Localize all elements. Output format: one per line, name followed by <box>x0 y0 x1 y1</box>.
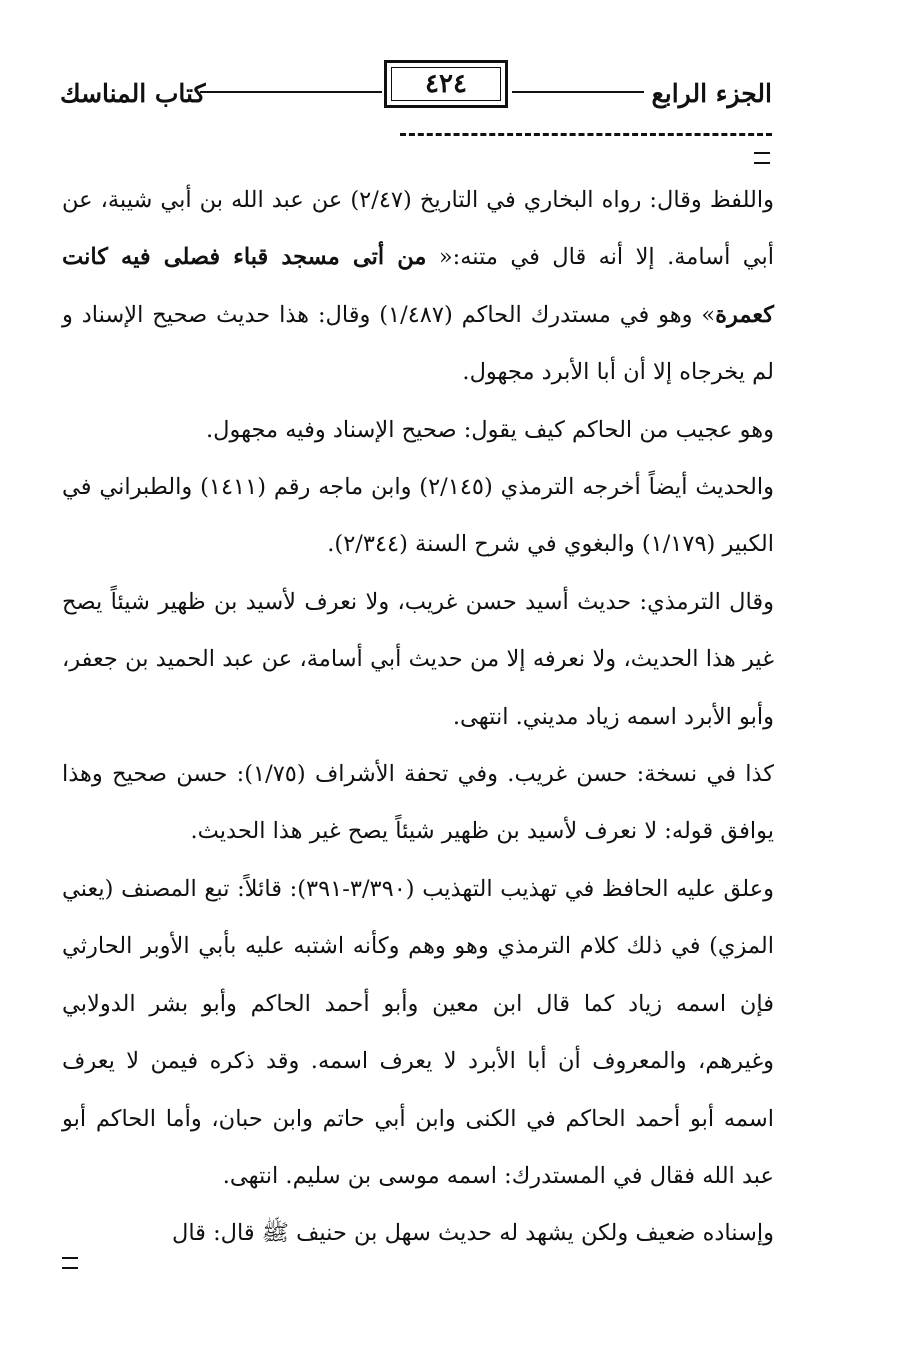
paragraph-3: والحديث أيضاً أخرجه الترمذي (٢/١٤٥) وابن ماجه رقم (١٤١١) والطبراني في الكبير (١/١٧٩) والبغوي في شرح السنة (٢/٣٤٤). <box>62 474 774 558</box>
page-number-box <box>384 60 508 108</box>
paragraph-1-intro: واللفظ وقال: رواه البخاري في التاريخ (٢/٤٧) عن عبد الله بن أبي شيبة، عن أبي أسامة. إلا أنه قال في متنه:« <box>62 187 774 271</box>
header-dashed-separator <box>400 133 772 136</box>
paragraph-1-rest: » وهو في مستدرك الحاكم (١/٤٨٧) وقال: هذا حديث صحيح الإسناد و لم يخرجاه إلا أن أبا الأبرد مجهول. <box>62 301 774 386</box>
continuation-mark-bottom <box>62 1257 78 1269</box>
header-rule-right <box>512 91 644 93</box>
body-text <box>62 172 774 1263</box>
page-header <box>60 58 772 108</box>
paragraph-2: وهو عجيب من الحاكم كيف يقول: صحيح الإسناد وفيه مجهول. <box>206 416 774 443</box>
paragraph-4: وقال الترمذي: حديث أسيد حسن غريب، ولا نعرف لأسيد بن ظهير شيئاً يصح غير هذا الحديث، ولا نعرفه إلا من حديث أبي أسامة، عن عبد الحميد بن جعفر، وأبو الأبرد اسمه زياد مديني. انتهى. <box>62 588 774 730</box>
continuation-mark-top <box>754 152 770 164</box>
book-title: كتاب المناسك <box>60 79 206 108</box>
part-title: الجزء الرابع <box>651 79 772 108</box>
paragraph-7: وإسناده ضعيف ولكن يشهد له حديث سهل بن حنيف ﷺ قال: قال <box>171 1220 774 1247</box>
header-rule-left <box>200 91 382 93</box>
page-number: ٤٢٤ <box>425 69 467 99</box>
paragraph-6: وعلق عليه الحافظ في تهذيب التهذيب (٣/٣٩٠-٣٩١): قائلاً: تبع المصنف (يعني المزي) في ذلك كلام الترمذي وهو وهم وكأنه اشتبه عليه بأبي الأوبر الحارثي فإن اسمه زياد كما قال ابن معين وأبو أحمد الحاكم وأبو بشر الدولابي وغيرهم، والمعروف أن أبا الأبرد لا يعرف اسمه. وقد ذكره فيمن لا يعرف اسمه أبو أحمد الحاكم في الكنى وابن أبي حاتم وابن حبان، وأما الحاكم أبو عبد الله فقال في المستدرك: اسمه موسى بن سليم. انتهى. <box>62 875 774 1189</box>
hadith-quote: من أتى مسجد قباء فصلى فيه كانت كعمرة <box>62 244 774 328</box>
paragraph-1 <box>62 172 774 402</box>
paragraph-5: كذا في نسخة: حسن غريب. وفي تحفة الأشراف (١/٧٥): حسن صحيح وهذا يوافق قوله: لا نعرف لأسيد بن ظهير شيئاً يصح غير هذا الحديث. <box>62 761 774 845</box>
